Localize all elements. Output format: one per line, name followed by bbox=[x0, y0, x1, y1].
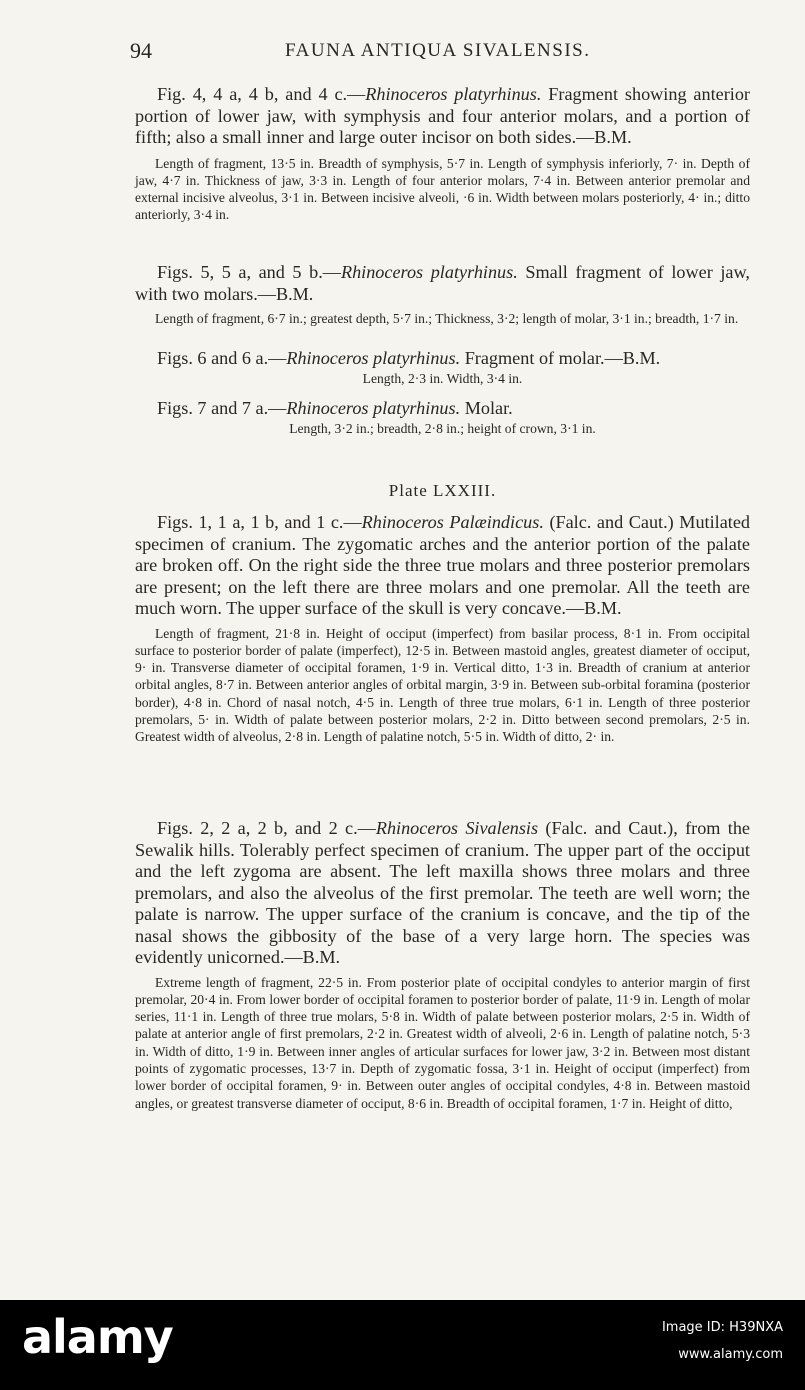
fig6-description: Figs. 6 and 6 a.—Rhinoceros platyrhinus. Fragment of molar.—B.M. bbox=[157, 348, 661, 368]
plate-fig2-section bbox=[135, 818, 750, 1112]
plate-fig1-description: Figs. 1, 1 a, 1 b, and 1 c.—Rhinoceros Palæindicus. (Falc. and Caut.) Mutilated specimen of cranium. The zygomatic arches and the anterior portion of the palate are broken off. On the right side the three true molars and three posterior premolars are present; on the left there are three molars and one premolar. All the teeth are much worn. The upper surface of the skull is very concave.—B.M. bbox=[135, 512, 750, 618]
plate-fig1-measurements: Length of fragment, 21·8 in. Height of occiput (imperfect) from basilar process, 8·1 in. From occipital surface to posterior border of palate (imperfect), 12·5 in. Between mastoid angles, greatest diameter of occiput, 9· in. Transverse diameter of occipital foramen, 1·9 in. Vertical ditto, 1·3 in. Breadth of cranium at anterior orbital angles, 8·7 in. Between anterior angles of orbital margin, 3·9 in. Between sub-orbital foramina (posterior border), 4·8 in. Chord of nasal notch, 4·5 in. Length of three true molars, 6·1 in. Length of three posterior premolars, 5· in. Width of palate between posterior molars, 2·2 in. Ditto between second premolars, 2·5 in. Greatest width of alveolus, 2·8 in. Length of palatine notch, 5·5 in. Width of ditto, 2· in. bbox=[135, 625, 750, 745]
plate-heading: Plate LXXIII. bbox=[388, 481, 497, 500]
fig5-species: Rhinoceros platyrhinus. bbox=[340, 262, 518, 282]
fig6-measurements: Length, 2·3 in. Width, 3·4 in. bbox=[362, 370, 523, 386]
fig5-section bbox=[135, 262, 750, 327]
plate-heading-block bbox=[135, 481, 750, 501]
fig4-species: Rhinoceros platyrhinus. bbox=[365, 84, 542, 104]
fig4-description: Fig. 4, 4 a, 4 b, and 4 c.—Rhinoceros platyrhinus. Fragment showing anterior portion of lower jaw, with symphysis and four anterior molars, and a portion of fifth; also a small inner and large outer incisor on both sides.—B.M. bbox=[135, 84, 750, 147]
plate-fig2-description: Figs. 2, 2 a, 2 b, and 2 c.—Rhinoceros Sivalensis (Falc. and Caut.), from the Sewalik hills. Tolerably perfect specimen of cranium. The upper part of the occiput and the left zygoma are absent. The left maxilla shows three molars and three premolars, and also the alveolus of the first premolar. The teeth are well worn; the palate is narrow. The upper surface of the cranium is concave, and the tip of the nasal shows the gibbosity of the base of a very large horn. The species was evidently unicorned.—B.M. bbox=[135, 818, 751, 967]
image-id-label: Image ID: H39NXA bbox=[661, 1320, 783, 1335]
fig7-section bbox=[135, 398, 750, 437]
site-url: www.alamy.com bbox=[678, 1347, 783, 1362]
fig5-description: Figs. 5, 5 a, and 5 b.—Rhinoceros platyrhinus. Small fragment of lower jaw, with two molars.—B.M. bbox=[135, 262, 750, 304]
fig7-description: Figs. 7 and 7 a.—Rhinoceros platyrhinus. Molar. bbox=[157, 398, 513, 418]
fig6-section bbox=[135, 348, 750, 387]
fig4-measurements: Length of fragment, 13·5 in. Breadth of symphysis, 5·7 in. Length of symphysis inferiorly, 7· in. Depth of jaw, 4·7 in. Thickness of jaw, 3·3 in. Length of four anterior molars, 7·4 in. Between anterior premolar and external incisive alveolus, 3·1 in. Between incisive alveoli, ·6 in. Width between molars posteriorly, 4· in.; ditto anteriorly, 3·4 in. bbox=[135, 155, 750, 223]
plate-fig2-species: Rhinoceros Sivalensis bbox=[375, 818, 539, 838]
fig5-measurements: Length of fragment, 6·7 in.; greatest depth, 5·7 in.; Thickness, 3·2; length of molar, 3·1 in.; breadth, 1·7 in. bbox=[155, 311, 739, 326]
alamy-logo: alamy bbox=[22, 1310, 173, 1364]
plate-fig1-species: Rhinoceros Palæindicus. bbox=[361, 512, 544, 532]
running-title: FAUNA ANTIQUA SIVALENSIS. bbox=[285, 40, 591, 61]
page-number: 94 bbox=[130, 38, 152, 63]
page-header bbox=[130, 38, 750, 68]
fig6-species: Rhinoceros platyrhinus. bbox=[286, 348, 461, 368]
plate-fig1-section bbox=[135, 512, 750, 746]
plate-fig2-measurements: Extreme length of fragment, 22·5 in. From posterior plate of occipital condyles to anterior margin of first premolar, 20·4 in. From lower border of occipital foramen to posterior border of palate, 11·9 in. Length of molar series, 11·1 in. Length of three true molars, 5·8 in. Width of palate between posterior molars, 2·5 in. Width of palate at anterior angle of first premolars, 2·2 in. Greatest width of alveoli, 2·6 in. Length of palatine notch, 5·3 in. Width of ditto, 1·9 in. Between inner angles of articular surfaces for lower jaw, 3·2 in. Between most distant points of zygomatic processes, 13·7 in. Depth of zygomatic fossa, 3·1 in. Height of occiput (imperfect) from lower border of occipital foramen, 9· in. Between outer angles of occipital condyles, 4·8 in. Between mastoid angles, or greatest transverse diameter of occiput, 8·6 in. Breadth of occipital foramen, 1·7 in. Height of ditto, bbox=[135, 974, 750, 1111]
fig7-measurements: Length, 3·2 in.; breadth, 2·8 in.; height of crown, 3·1 in. bbox=[289, 420, 596, 436]
fig4-section bbox=[135, 84, 750, 224]
fig7-species: Rhinoceros platyrhinus. bbox=[286, 398, 461, 418]
watermark-footer bbox=[0, 1300, 805, 1390]
